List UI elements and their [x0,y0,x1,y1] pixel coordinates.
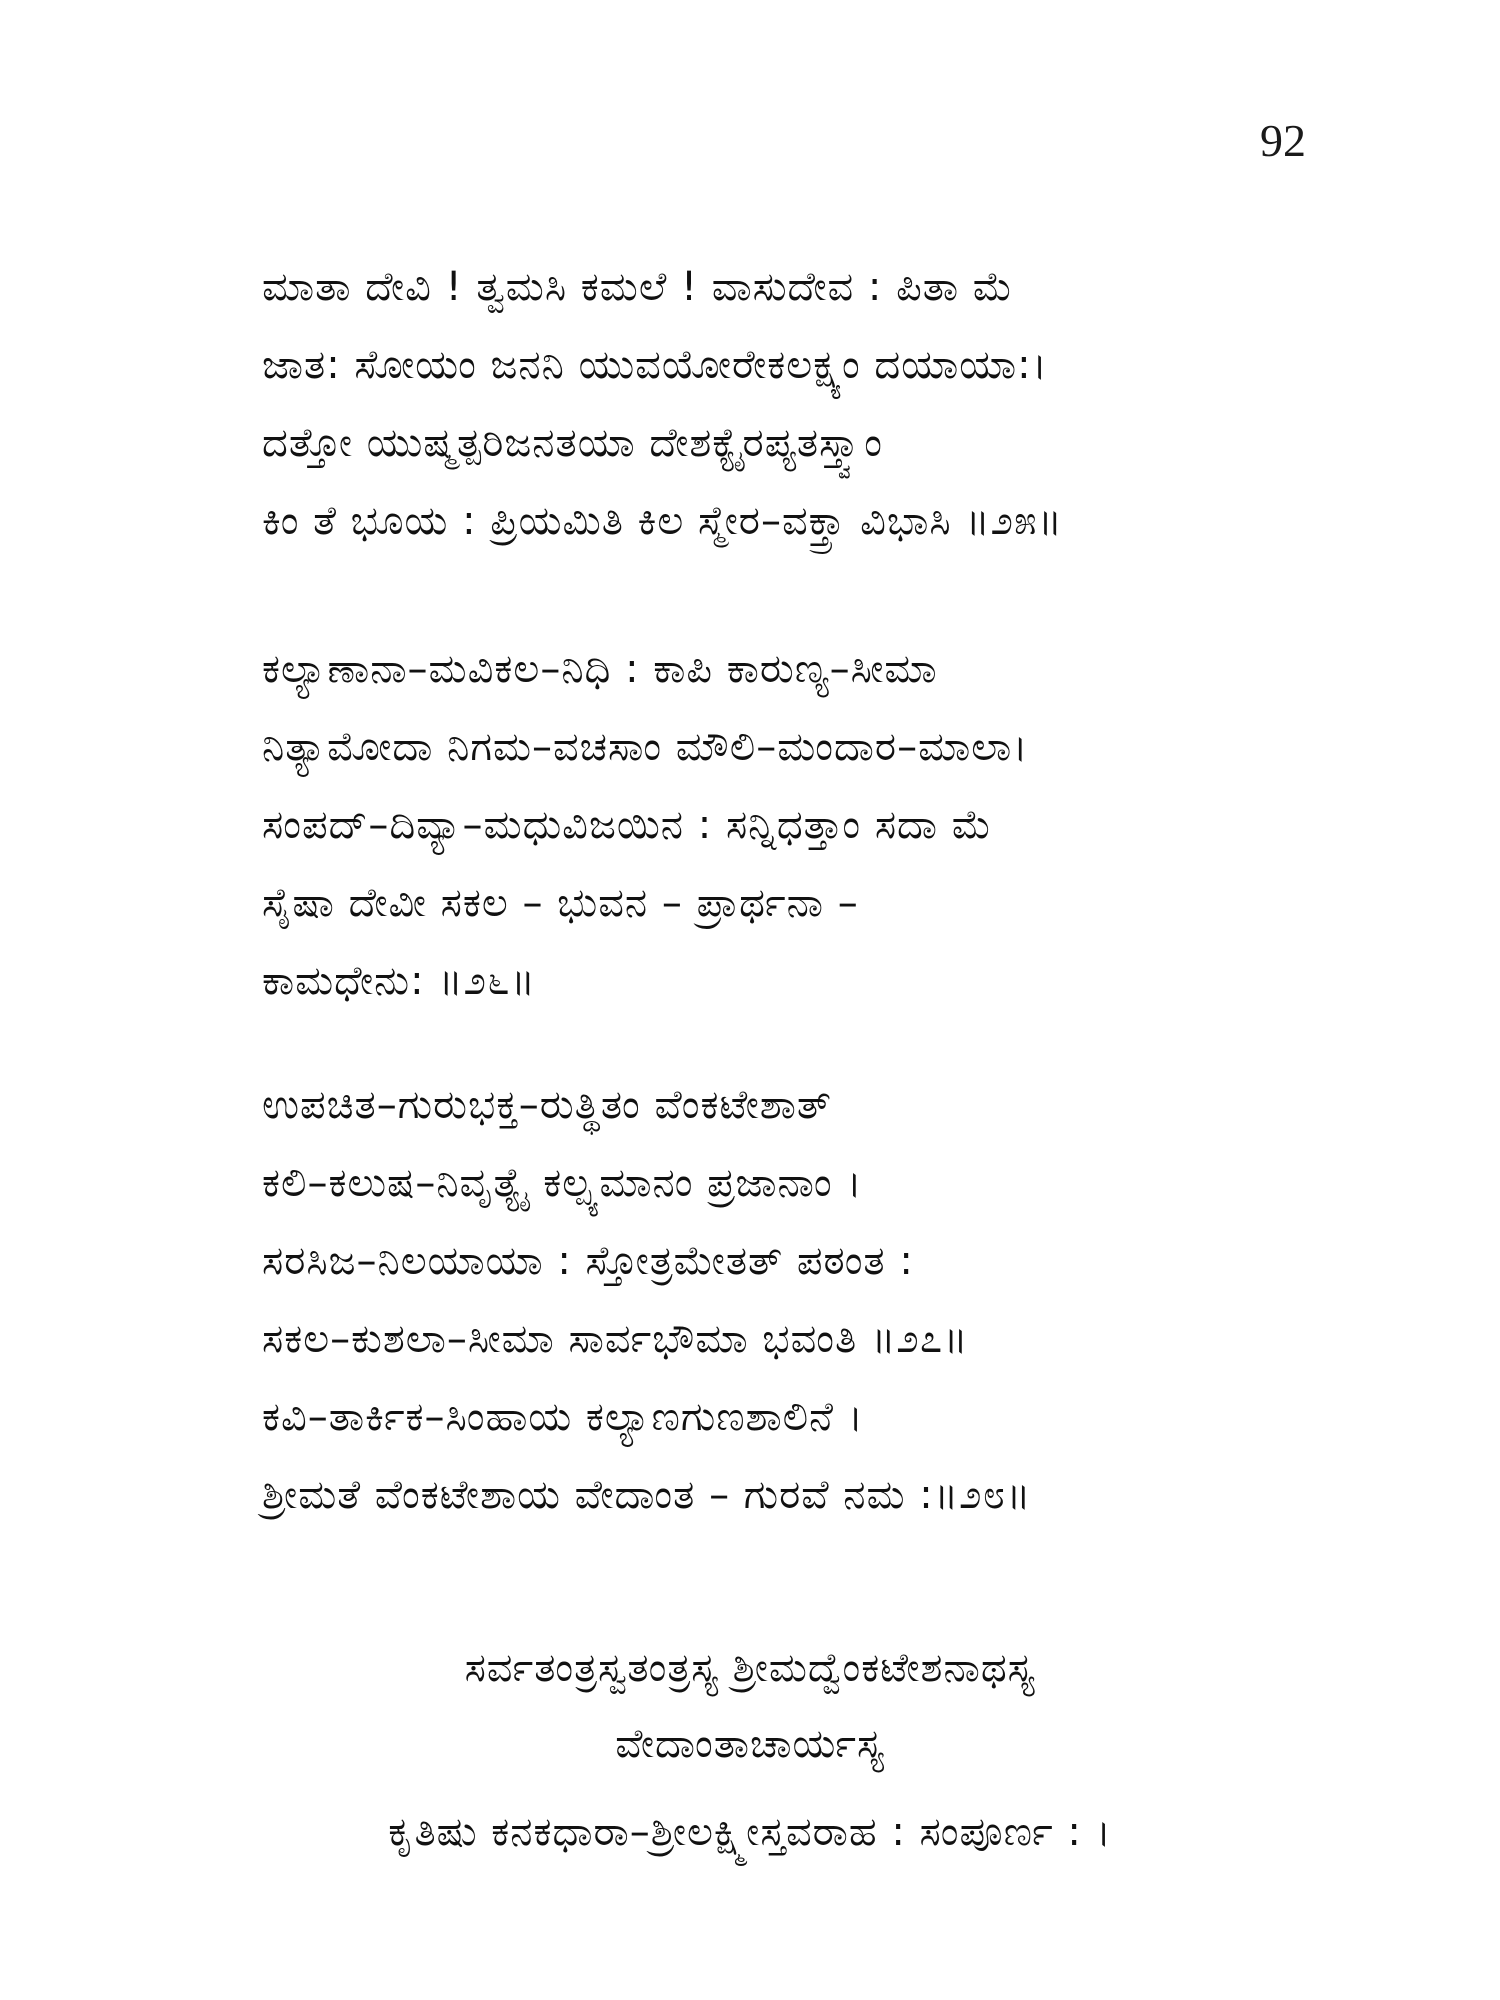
verse-line: ಕವಿ–ತಾರ್ಕಿಕ–ಸಿಂಹಾಯ ಕಲ್ಯಾಣಗುಣಶಾಲಿನೆ । [262,1394,864,1440]
verse-line: ಉಪಚಿತ–ಗುರುಭಕ್ತ–ರುತ್ಥಿತಂ ವೆಂಕಟೇಶಾತ್ [262,1082,832,1128]
verse-line: ಕಿಂ ತೆ ಭೂಯ : ಪ್ರಿಯಮಿತಿ ಕಿಲ ಸ್ಮೇರ–ವಕ್ತ್ರಾ ವಿಭಾಸಿ ॥೨೫॥ [262,498,1063,544]
verse-line: ಕಲ್ಯಾಣಾನಾ–ಮವಿಕಲ–ನಿಧಿ : ಕಾಪಿ ಕಾರುಣ್ಯ–ಸೀಮಾ [262,646,938,692]
verse-line: ಕಲಿ–ಕಲುಷ–ನಿವೃತ್ಯೈ ಕಲ್ಪ್ಯಮಾನಂ ಪ್ರಜಾನಾಂ । [262,1160,863,1206]
verse-block-2 [262,630,1342,1020]
verse-line: ಮಾತಾ ದೇವಿ ! ತ್ವಮಸಿ ಕಮಲೆ ! ವಾಸುದೇವ : ಪಿತಾ ಮೆ [262,264,1014,310]
verse-line: ಸರಸಿಜ–ನಿಲಯಾಯಾ : ಸ್ತೋತ್ರಮೇತತ್ ಪಠಂತ : [262,1238,914,1284]
verse-line: ಸಂಪದ್–ದಿವ್ಯಾ–ಮಧುವಿಜಯಿನ : ಸನ್ನಿಧತ್ತಾಂ ಸದಾ ಮೆ [262,802,993,848]
verse-line: ಸೈಷಾ ದೇವೀ ಸಕಲ – ಭುವನ – ಪ್ರಾರ್ಥನಾ – [262,880,859,926]
verse-line: ದತ್ತೋ ಯುಷ್ಮತ್ಪರಿಜನತಯಾ ದೇಶಕ್ಯೈರಪ್ಯತಸ್ತ್ವಾಂ [262,420,883,466]
verse-line: ಕಾಮಧೇನು: ॥೨೬॥ [262,958,536,1004]
verse-line: ಶ್ರೀಮತೆ ವೆಂಕಟೇಶಾಯ ವೇದಾಂತ – ಗುರವೆ ನಮ :॥೨೮॥ [262,1472,1032,1518]
colophon-line: ವೇದಾಂತಾಚಾರ್ಯಸ್ಯ [615,1721,885,1767]
page-number: 92 [1260,115,1306,166]
colophon-line: ಕೃತಿಷು ಕನಕಧಾರಾ–ಶ್ರೀಲಕ್ಷ್ಮೀಸ್ತವರಾಹ : ಸಂಪೂರ್ಣ : । [388,1809,1112,1855]
verse-block-3 [262,1066,1342,1534]
verse-line: ನಿತ್ಯಾಮೋದಾ ನಿಗಮ–ವಚಸಾಂ ಮೌಲಿ–ಮಂದಾರ–ಮಾಲಾ। [262,724,1029,770]
verse-line: ಸಕಲ–ಕುಶಲಾ–ಸೀಮಾ ಸಾರ್ವಭೌಮಾ ಭವಂತಿ ॥೨೭॥ [262,1316,969,1362]
verse-block-1 [262,248,1342,560]
verse-line: ಜಾತ: ಸೋಯಂ ಜನನಿ ಯುವಯೋರೇಕಲಕ್ಷ್ಯಂ ದಯಾಯಾ:। [262,342,1048,388]
colophon-line: ಸರ್ವತಂತ್ರಸ್ವತಂತ್ರಸ್ಯ ಶ್ರೀಮದ್ವೆಂಕಟೇಶನಾಥಸ್ಯ [464,1645,1036,1691]
colophon [0,1630,1500,1870]
